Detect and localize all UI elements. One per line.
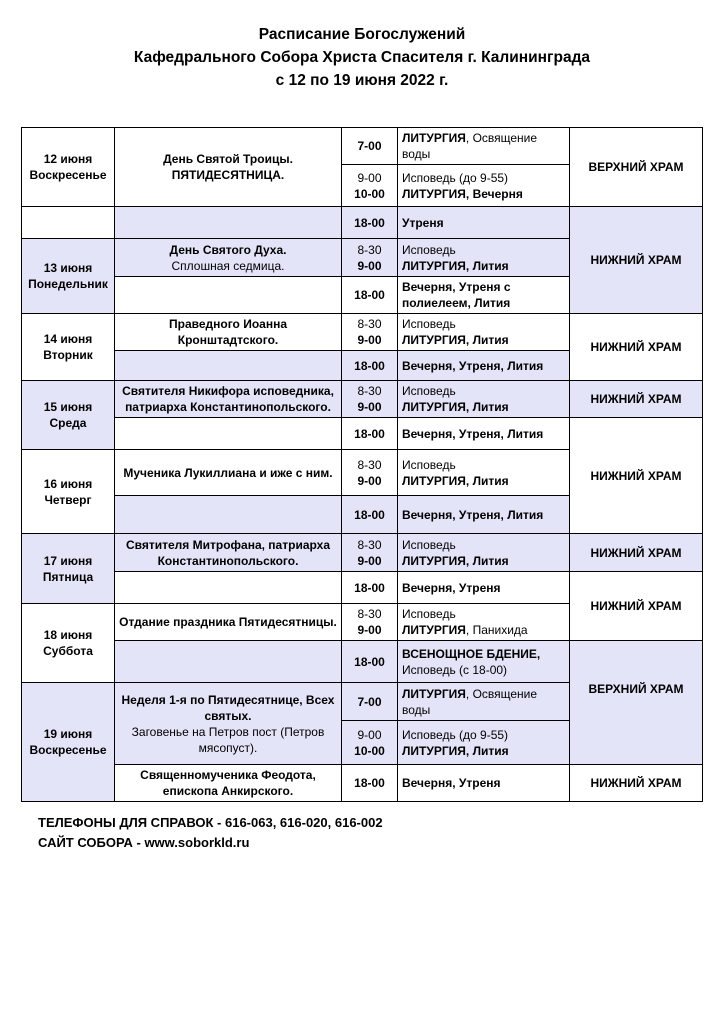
temple-cell: НИЖНИЙ ХРАМ <box>570 207 703 314</box>
service-cell: Вечерня, Утреня, Лития <box>398 496 570 534</box>
feast-cell <box>115 277 342 314</box>
time-cell: 8-30 9-00 <box>342 450 398 496</box>
time-cell: 8-30 9-00 <box>342 239 398 277</box>
temple-cell: НИЖНИЙ ХРАМ <box>570 534 703 572</box>
service-cell: Исповедь ЛИТУРГИЯ, Лития <box>398 381 570 418</box>
day-cell: 12 июня Воскресенье <box>22 128 115 207</box>
schedule-title: Расписание Богослужений <box>258 26 466 43</box>
feast-cell: Отдание праздника Пятидесятницы. <box>115 604 342 641</box>
service-cell: ЛИТУРГИЯ, Освящение воды <box>398 683 570 721</box>
feast-cell <box>115 207 342 239</box>
service-cell: ВСЕНОЩНОЕ БДЕНИЕ, Исповедь (с 18-00) <box>398 641 570 683</box>
temple-cell: НИЖНИЙ ХРАМ <box>570 314 703 381</box>
temple-cell: НИЖНИЙ ХРАМ <box>570 381 703 418</box>
day-cell: 15 июня Среда <box>22 381 115 450</box>
temple-cell: НИЖНИЙ ХРАМ <box>570 765 703 802</box>
service-cell: Вечерня, Утреня, Лития <box>398 351 570 381</box>
website-line: САЙТ СОБОРА - www.soborkld.ru <box>38 835 250 850</box>
feast-cell: Праведного Иоанна Кронштадтского. <box>115 314 342 351</box>
feast-cell: Священномученика Феодота, епископа Анкирского. <box>115 765 342 802</box>
temple-cell: ВЕРХНИЙ ХРАМ <box>570 128 703 207</box>
time-cell: 8-30 9-00 <box>342 604 398 641</box>
service-cell: Исповедь ЛИТУРГИЯ, Лития <box>398 314 570 351</box>
service-cell: Вечерня, Утреня <box>398 572 570 604</box>
schedule-table <box>21 127 703 802</box>
feast-cell: Святителя Никифора исповедника, патриарха Константинопольского. <box>115 381 342 418</box>
table-row <box>22 534 703 572</box>
table-row <box>22 381 703 418</box>
time-cell: 18-00 <box>342 641 398 683</box>
feast-cell <box>115 351 342 381</box>
time-cell: 18-00 <box>342 351 398 381</box>
feast-cell: Святителя Митрофана, патриарха Константинопольского. <box>115 534 342 572</box>
feast-cell <box>115 641 342 683</box>
time-cell: 18-00 <box>342 207 398 239</box>
table-row <box>22 207 703 239</box>
service-cell: Вечерня, Утреня с полиелеем, Лития <box>398 277 570 314</box>
table-row <box>22 418 703 450</box>
service-cell: Вечерня, Утреня, Лития <box>398 418 570 450</box>
table-row <box>22 314 703 351</box>
time-cell: 18-00 <box>342 418 398 450</box>
day-cell: 13 июня Понедельник <box>22 239 115 314</box>
table-row <box>22 128 703 165</box>
time-cell: 9-00 10-00 <box>342 165 398 207</box>
day-cell <box>22 207 115 239</box>
time-cell: 8-30 9-00 <box>342 534 398 572</box>
day-cell: 16 июня Четверг <box>22 450 115 534</box>
temple-cell: ВЕРХНИЙ ХРАМ <box>570 641 703 765</box>
time-cell: 18-00 <box>342 277 398 314</box>
day-cell: 14 июня Вторник <box>22 314 115 381</box>
feast-cell <box>115 572 342 604</box>
time-cell: 9-00 10-00 <box>342 721 398 765</box>
feast-cell: Неделя 1-я по Пятидесятнице, Всех святых. Заговенье на Петров пост (Петров мясопуст). <box>115 683 342 765</box>
service-cell: Исповедь (до 9-55) ЛИТУРГИЯ, Вечерня <box>398 165 570 207</box>
service-cell: Исповедь ЛИТУРГИЯ, Панихида <box>398 604 570 641</box>
temple-cell: НИЖНИЙ ХРАМ <box>570 572 703 641</box>
table-row <box>22 765 703 802</box>
feast-cell: День Святого Духа. Сплошная седмица. <box>115 239 342 277</box>
feast-cell <box>115 418 342 450</box>
time-cell: 18-00 <box>342 765 398 802</box>
service-cell: ЛИТУРГИЯ, Освящение воды <box>398 128 570 165</box>
feast-cell: День Святой Троицы. ПЯТИДЕСЯТНИЦА. <box>115 128 342 207</box>
service-cell: Исповедь ЛИТУРГИЯ, Лития <box>398 239 570 277</box>
table-row <box>22 572 703 604</box>
time-cell: 18-00 <box>342 496 398 534</box>
table-row <box>22 641 703 683</box>
service-cell: Исповедь (до 9-55) ЛИТУРГИЯ, Лития <box>398 721 570 765</box>
cathedral-name: Кафедрального Собора Христа Спасителя г. Калининграда <box>133 49 591 66</box>
service-cell: Исповедь ЛИТУРГИЯ, Лития <box>398 450 570 496</box>
feast-cell <box>115 496 342 534</box>
phones-line: ТЕЛЕФОНЫ ДЛЯ СПРАВОК - 616-063, 616-020, 616-002 <box>38 815 383 830</box>
service-cell: Вечерня, Утреня <box>398 765 570 802</box>
day-cell: 18 июня Суббота <box>22 604 115 683</box>
time-cell: 8-30 9-00 <box>342 381 398 418</box>
date-range: с 12 по 19 июня 2022 г. <box>275 72 449 89</box>
time-cell: 8-30 9-00 <box>342 314 398 351</box>
service-cell: Утреня <box>398 207 570 239</box>
temple-cell: НИЖНИЙ ХРАМ <box>570 418 703 534</box>
day-cell: 19 июня Воскресенье <box>22 683 115 802</box>
service-cell: Исповедь ЛИТУРГИЯ, Лития <box>398 534 570 572</box>
time-cell: 7-00 <box>342 683 398 721</box>
day-cell: 17 июня Пятница <box>22 534 115 604</box>
time-cell: 7-00 <box>342 128 398 165</box>
time-cell: 18-00 <box>342 572 398 604</box>
feast-cell: Мученика Лукиллиана и иже с ним. <box>115 450 342 496</box>
